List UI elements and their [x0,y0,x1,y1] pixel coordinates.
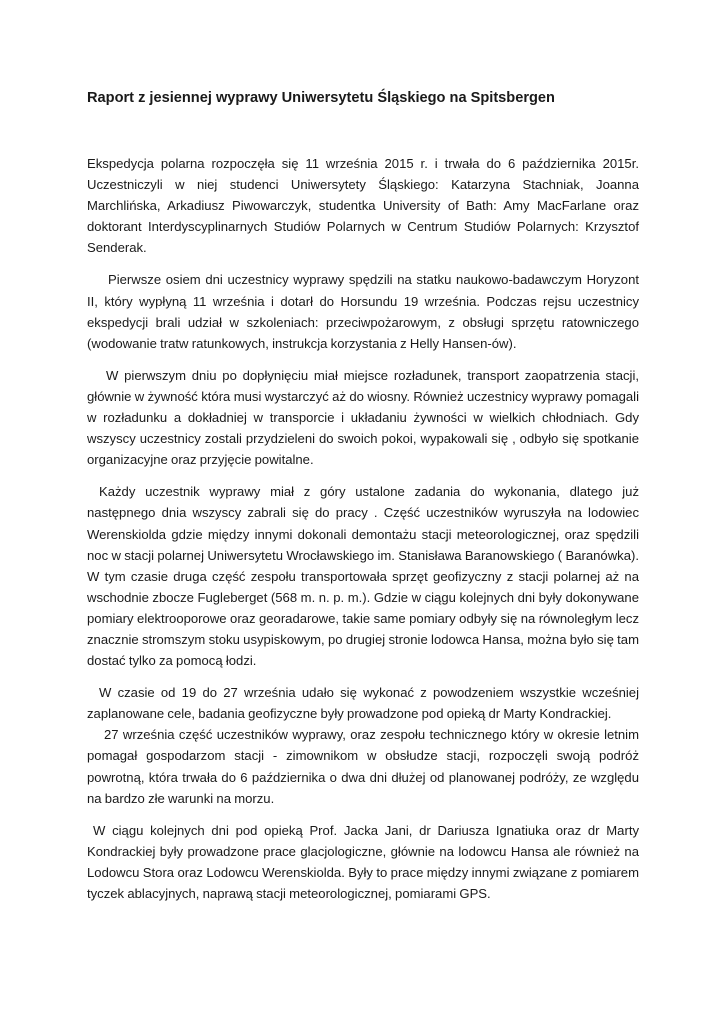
paragraph-ship-voyage: Pierwsze osiem dni uczestnicy wyprawy spędzili na statku naukowo-badawczym Horyzont II, który wypłyną 11 września i dotarł do Horsundu 19 września. Podczas rejsu uczestnicy ekspedycji brali udział w szkoleniach: przeciwpożarowym, z obsługi sprzętu ratowniczego (wodowanie tratw ratunkowych, instrukcja korzystania z Helly Hansen-ów). [87,272,639,351]
paragraph-field-work: Każdy uczestnik wyprawy miał z góry ustalone zadania do wykonania, dlatego już następnego dnia wszyscy zabrali się do pracy . Część uczestników wyruszyła na lodowiec Werenskiolda gdzie między innymi dokonali demontażu stacji meteorologicznej, oraz spędzili noc w stacji polarnej Uniwersytetu Wrocławskiego im. Stanisława Baranowskiego ( Baranówka). W tym czasie druga część zespołu transportowała sprzęt geofizyczny z stacji polarnej aż na wschodnie zbocze Fugleberget (568 m. n. p. m.). Gdzie w ciągu kolejnych dni były dokonywane pomiary elektrooporowe oraz georadarowe, takie same pomiary odbyły się na równoległym lecz znacznie stromszym stoku usypiskowym, po drugiej stronie lodowca Hansa, można było się tam dostać tylko za pomocą łodzi. [87,484,639,669]
paragraph-unloading: W pierwszym dniu po dopłynięciu miał miejsce rozładunek, transport zaopatrzenia stacji, głównie w żywność która musi wystarczyć aż do wiosny. Również uczestnicy wyprawy pomagali w rozładunku a dokładniej w transporcie i układaniu żywności w wielkich chłodniach. Gdy wszyscy uczestnicy zostali przydzieleni do swoich pokoi, wypakowali się , odbyło się spotkanie organizacyjne oraz przyjęcie powitalne. [87,367,639,468]
paragraph-geophysics: W czasie od 19 do 27 września udało się wykonać z powodzeniem wszystkie wcześniej zaplanowane cele, badania geofizyczne były prowadzone pod opieką dr Marty Kondrackiej. [87,685,639,722]
document-body [87,153,639,915]
document-page [87,0,639,1024]
paragraph-glaciology: W ciągu kolejnych dni pod opieką Prof. Jacka Jani, dr Dariusza Ignatiuka oraz dr Marty Kondrackiej były prowadzone prace glacjologiczne, głównie na lodowcu Hansa ale również na Lodowcu Stora oraz Lodowcu Werenskiolda. Były to prace między innymi związane z pomiarem tyczek ablacyjnych, naprawą stacji meteorologicznej, pomiarami GPS. [87,822,639,901]
paragraph-return-journey: 27 września część uczestników wyprawy, oraz zespołu technicznego który w okresie letnim pomagał gospodarzom stacji - zimownikom w obsłudze stacji, rozpoczęli swoją podróż powrotną, która trwała do 6 października o dwa dni dłużej od planowanej podróży, ze względu na bardzo złe warunki na morzu. [87,727,639,806]
document-title: Raport z jesiennej wyprawy Uniwersytetu Śląskiego na Spitsbergen [87,90,555,106]
paragraph-expedition-intro: Ekspedycja polarna rozpoczęła się 11 września 2015 r. i trwała do 6 października 2015r. Uczestniczyli w niej studenci Uniwersytety Śląskiego: Katarzyna Stachniak, Joanna Marchlińska, Arkadiusz Piwowarczyk, studentka University of Bath: Amy MacFarlane oraz doktorant Interdyscyplinarnych Studiów Polarnych w Centrum Studiów Polarnych: Krzysztof Senderak. [87,156,639,256]
